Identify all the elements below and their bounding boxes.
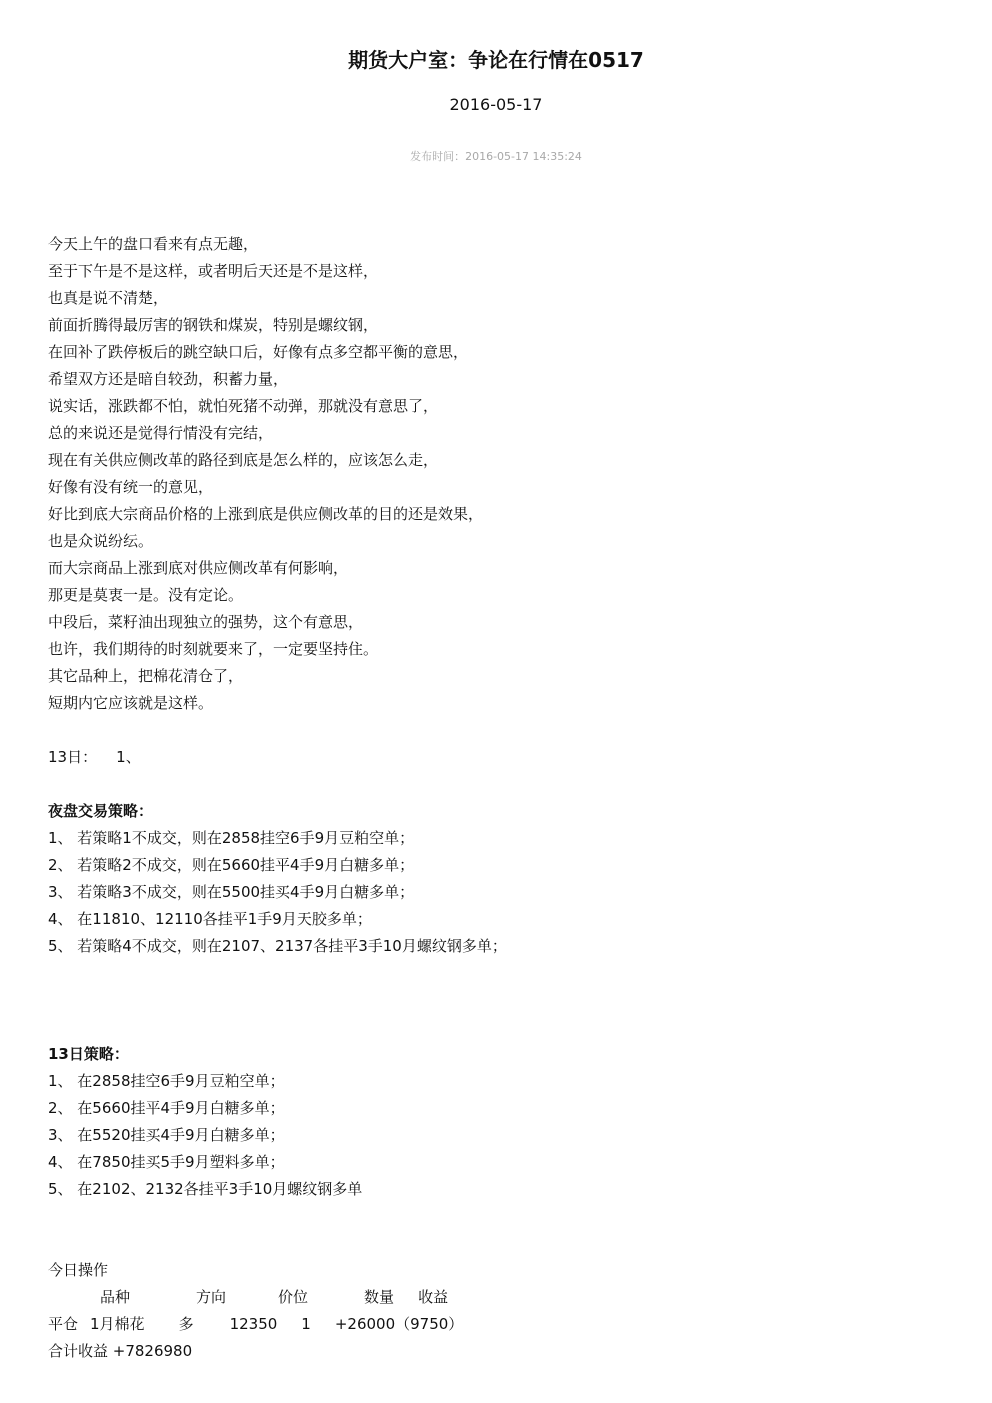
strategy-item: 3、 若策略3不成交，则在5500挂买4手9月白糖多单； — [48, 883, 415, 901]
paragraph-line: 而大宗商品上涨到底对供应侧改革有何影响， — [48, 559, 349, 577]
today-ops-header-row — [48, 1284, 948, 1311]
table-cell: +26000（9750） — [334, 1315, 464, 1333]
spacer — [48, 960, 948, 987]
paragraph-line: 总的来说还是觉得行情没有完结， — [48, 424, 274, 442]
strategy-item: 3、 在5520挂买4手9月白糖多单； — [48, 1126, 285, 1144]
paragraph-line: 前面折腾得最厉害的钢铁和煤炭，特别是螺纹钢， — [48, 316, 379, 334]
table-cell: 1 — [301, 1315, 311, 1333]
strategy-item: 5、 若策略4不成交，则在2107、2137各挂平3手10月螺纹钢多单； — [48, 937, 507, 955]
day13-strategy-heading: 13日策略： — [48, 1045, 129, 1063]
column-header: 方向 — [196, 1288, 227, 1306]
spacer — [48, 1230, 948, 1257]
paragraph-line: 中段后，菜籽油出现独立的强势，这个有意思， — [48, 613, 364, 631]
today-ops-row — [48, 1311, 948, 1338]
strategy-item: 2、 若策略2不成交，则在5660挂平4手9月白糖多单； — [48, 856, 415, 874]
column-header: 数量 — [364, 1288, 395, 1306]
table-cell: 1月棉花 — [90, 1315, 145, 1333]
spacer — [48, 717, 948, 744]
spacer — [48, 1203, 948, 1230]
total-profit: 合计收益 +7826980 — [48, 1342, 193, 1360]
paragraph-line: 其它品种上，把棉花清仓了， — [48, 667, 244, 685]
article-title: 期货大户室：争论在行情在0517 — [348, 48, 644, 72]
paragraph-line: 也真是说不清楚， — [48, 289, 169, 307]
paragraph-line: 也许，我们期待的时刻就要来了，一定要坚持住。 — [48, 640, 379, 658]
table-cell: 平仓 — [48, 1315, 79, 1333]
column-header: 品种 — [100, 1288, 131, 1306]
publish-time: 发布时间：2016-05-17 14:35:24 — [410, 150, 582, 163]
spacer — [48, 1014, 948, 1041]
strategy-item: 4、 在11810、12110各挂平1手9月天胶多单； — [48, 910, 372, 928]
paragraph-line: 在回补了跌停板后的跳空缺口后，好像有点多空都平衡的意思， — [48, 343, 469, 361]
strategy-item: 1、 若策略1不成交，则在2858挂空6手9月豆粕空单； — [48, 829, 415, 847]
paragraph-line: 也是众说纷纭。 — [48, 532, 154, 550]
spacer — [48, 987, 948, 1014]
strategy-item: 5、 在2102、2132各挂平3手10月螺纹钢多单 — [48, 1180, 363, 1198]
paragraph-line: 今天上午的盘口看来有点无趣， — [48, 235, 259, 253]
paragraph-line: 至于下午是不是这样，或者明后天还是不是这样， — [48, 262, 379, 280]
today-ops-heading: 今日操作 — [48, 1261, 109, 1279]
spacer — [48, 771, 948, 798]
paragraph-line: 希望双方还是暗自较劲，积蓄力量， — [48, 370, 289, 388]
column-header: 收益 — [418, 1288, 449, 1306]
table-cell: 多 — [178, 1315, 194, 1333]
paragraph-line: 好像有没有统一的意见， — [48, 478, 214, 496]
column-header: 价位 — [278, 1288, 309, 1306]
paragraph-line: 说实话，涨跌都不怕，就怕死猪不动弹，那就没有意思了， — [48, 397, 439, 415]
paragraph-line: 好比到底大宗商品价格的上涨到底是供应侧改革的目的还是效果， — [48, 505, 484, 523]
paragraph-line: 短期内它应该就是这样。 — [48, 694, 214, 712]
strategy-item: 4、 在7850挂买5手9月塑料多单； — [48, 1153, 285, 1171]
note-13: 13日： 1、 — [48, 748, 141, 766]
night-strategy-heading: 夜盘交易策略： — [48, 802, 154, 820]
article-date: 2016-05-17 — [449, 95, 543, 114]
article-body — [48, 231, 948, 1365]
strategy-item: 1、 在2858挂空6手9月豆粕空单； — [48, 1072, 285, 1090]
strategy-item: 2、 在5660挂平4手9月白糖多单； — [48, 1099, 285, 1117]
table-cell: 12350 — [229, 1315, 278, 1333]
paragraph-line: 那更是莫衷一是。没有定论。 — [48, 586, 244, 604]
paragraph-line: 现在有关供应侧改革的路径到底是怎么样的，应该怎么走， — [48, 451, 439, 469]
